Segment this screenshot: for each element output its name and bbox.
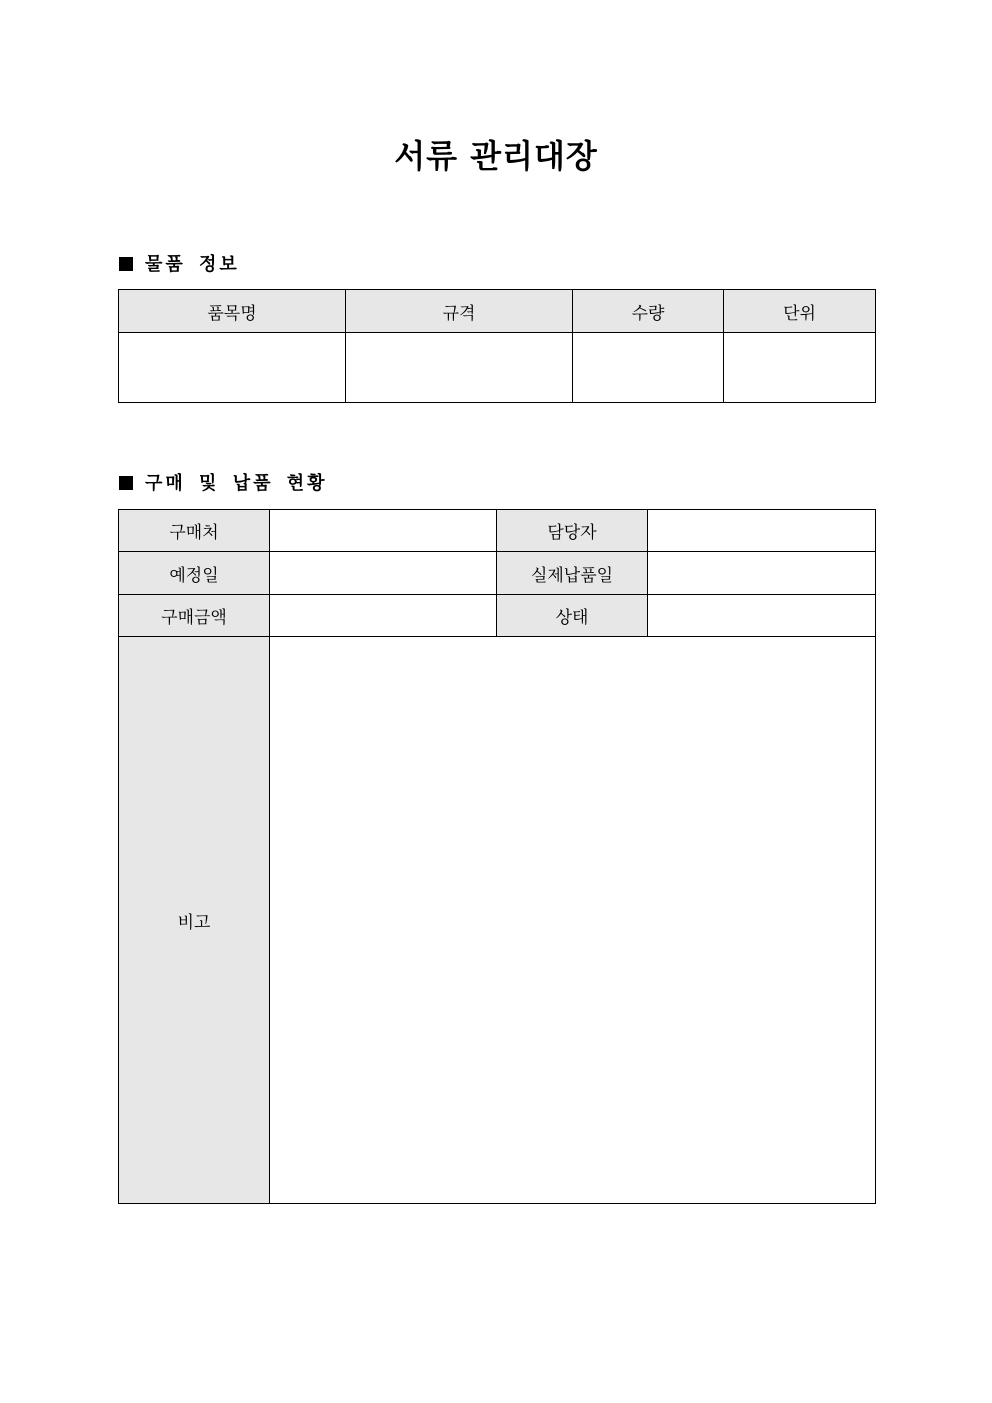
- item-section-heading-text: 물품 정보: [145, 254, 240, 275]
- vendor-label: 구매처: [119, 510, 270, 552]
- purchase-section-heading: [119, 472, 328, 496]
- remarks-field[interactable]: [270, 637, 876, 1204]
- actual-delivery-date-field[interactable]: [648, 552, 876, 595]
- unit-cell[interactable]: [724, 333, 876, 403]
- quantity-cell[interactable]: [573, 333, 724, 403]
- spec-cell[interactable]: [346, 333, 573, 403]
- column-header-spec: 규격: [346, 290, 573, 333]
- item-section-heading: [119, 253, 240, 277]
- purchase-amount-label: 구매금액: [119, 595, 270, 637]
- scheduled-date-label: 예정일: [119, 552, 270, 595]
- column-header-item-name: 품목명: [119, 290, 346, 333]
- remarks-row: [119, 637, 876, 1204]
- item-name-cell[interactable]: [119, 333, 346, 403]
- manager-field[interactable]: [648, 510, 876, 552]
- document-title: 서류 관리대장: [394, 137, 598, 175]
- actual-delivery-date-label: 실제납품일: [497, 552, 648, 595]
- item-info-header-row: [119, 290, 876, 333]
- column-header-unit: 단위: [724, 290, 876, 333]
- table-row: [119, 595, 876, 637]
- vendor-field[interactable]: [270, 510, 497, 552]
- remarks-label: 비고: [119, 637, 270, 1204]
- column-header-quantity: 수량: [573, 290, 724, 333]
- status-field[interactable]: [648, 595, 876, 637]
- item-info-value-row: [119, 333, 876, 403]
- item-info-table: [118, 289, 876, 403]
- black-square-icon: [119, 257, 133, 271]
- status-label: 상태: [497, 595, 648, 637]
- purchase-amount-field[interactable]: [270, 595, 497, 637]
- table-row: [119, 510, 876, 552]
- black-square-icon: [119, 476, 133, 490]
- manager-label: 담당자: [497, 510, 648, 552]
- purchase-section-heading-text: 구매 및 납품 현황: [145, 473, 328, 494]
- table-row: [119, 552, 876, 595]
- purchase-status-table: [118, 509, 876, 1204]
- scheduled-date-field[interactable]: [270, 552, 497, 595]
